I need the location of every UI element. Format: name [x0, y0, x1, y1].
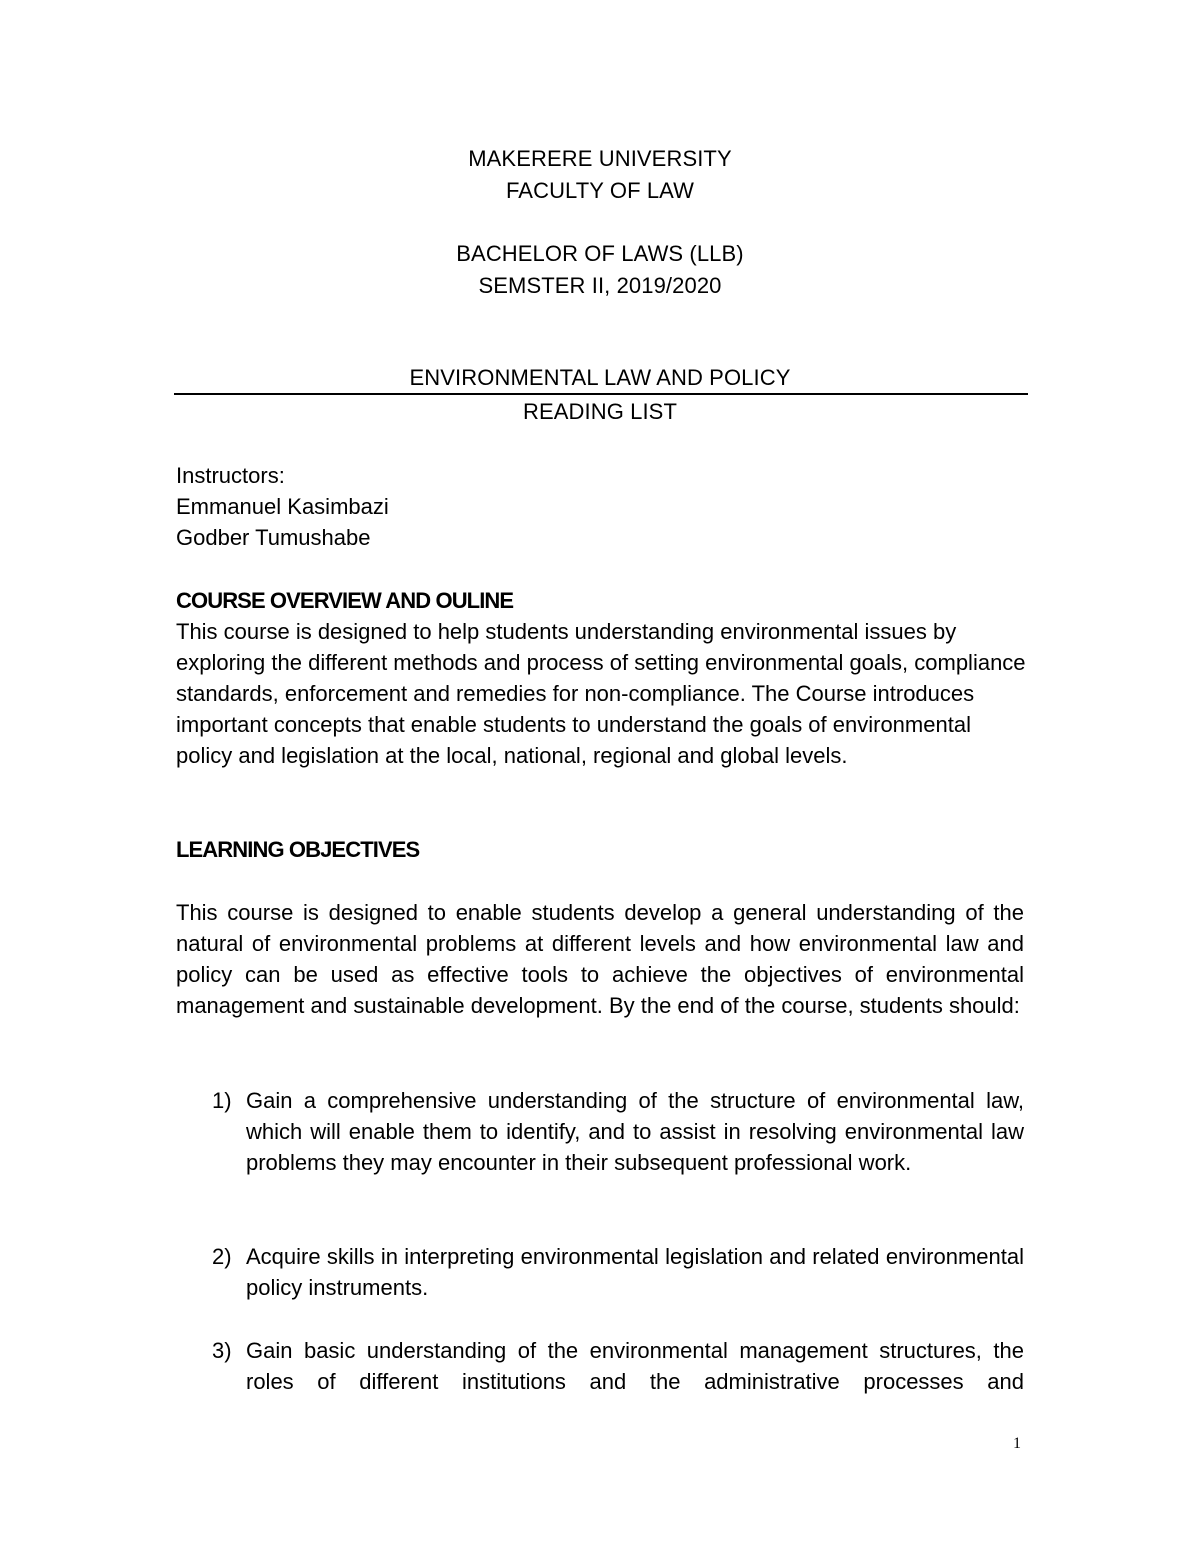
title-divider: [174, 393, 1028, 395]
overview-paragraph: This course is designed to help students understanding environmental issues by exploring the different methods and process of setting environmental goals, compliance standards, enforcement and remedies for non-compliance. The Course introduces important concepts that enable students to understand the goals of environmental policy and legislation at the local, national, regional and global levels.: [176, 619, 1026, 768]
programme-name: BACHELOR OF LAWS (LLB): [456, 241, 744, 266]
objective-number: 2): [212, 1244, 232, 1269]
overview-heading: COURSE OVERVIEW AND OULINE: [176, 588, 514, 613]
course-title: ENVIRONMENTAL LAW AND POLICY: [409, 365, 791, 390]
page-number: 1: [1013, 1435, 1021, 1452]
objective-text: Gain a comprehensive understanding of the structure of environmental law, which will enable them to identify, and to assist in resolving environmental law problems they may encounter in their subsequent professional work.: [246, 1088, 1024, 1175]
objectives-intro: This course is designed to enable students develop a general understanding of the natural of environmental problems at different levels and how environmental law and policy can be used as effective tools to achieve the objectives of environmental management and sustainable development. By the end of the course, students should:: [176, 900, 1024, 1018]
document-type: READING LIST: [522, 399, 677, 424]
university-name: MAKERERE UNIVERSITY: [468, 146, 732, 171]
instructor-name: Godber Tumushabe: [176, 525, 371, 550]
semester-line: SEMSTER II, 2019/2020: [478, 273, 722, 298]
objective-number: 3): [212, 1338, 232, 1363]
objectives-heading: LEARNING OBJECTIVES: [176, 837, 420, 862]
faculty-name: FACULTY OF LAW: [505, 178, 695, 203]
objective-number: 1): [212, 1088, 232, 1113]
objective-text: Gain basic understanding of the environmental management structures, the roles of different institutions and the administrative processes and: [246, 1338, 1024, 1394]
objective-text: Acquire skills in interpreting environmental legislation and related environmental policy instruments.: [246, 1244, 1024, 1300]
instructor-name: Emmanuel Kasimbazi: [176, 494, 389, 519]
instructors-label: Instructors:: [176, 463, 285, 488]
